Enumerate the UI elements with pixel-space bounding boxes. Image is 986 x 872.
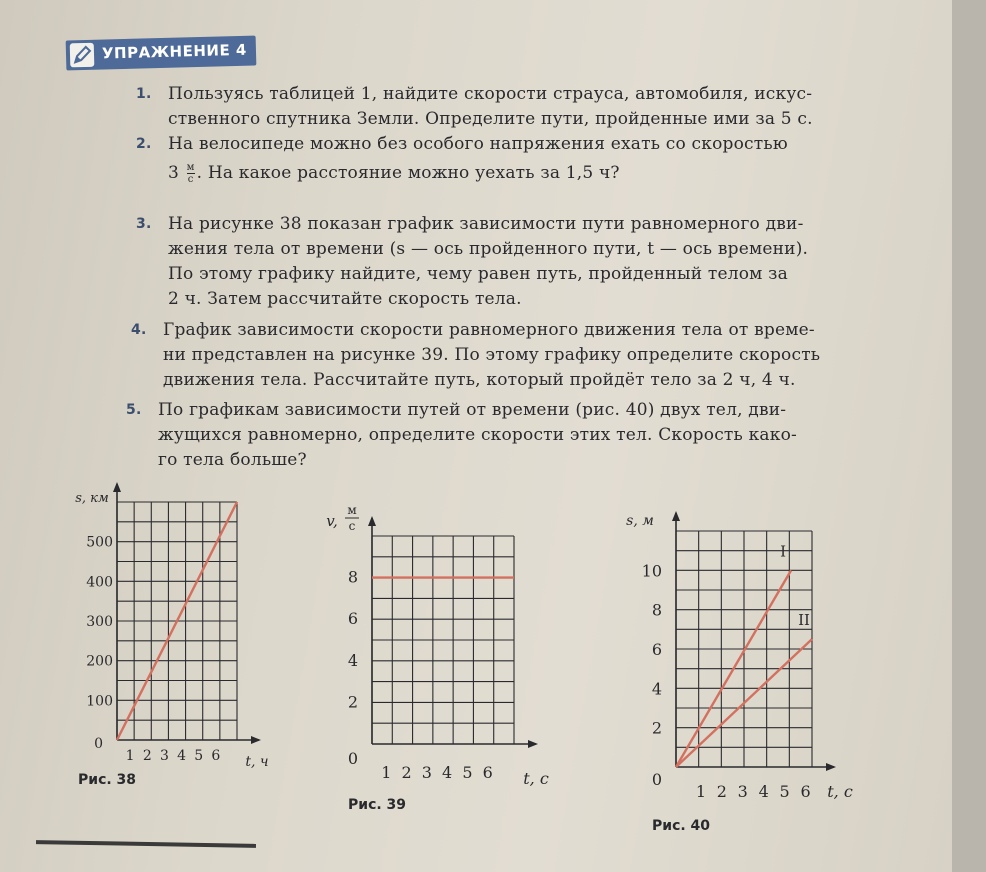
exercise-4 [131, 318, 821, 393]
y-tick-label: 2 [651, 718, 662, 738]
fraction-bottom: с [187, 174, 194, 185]
y-tick-label: 10 [641, 561, 662, 581]
exercise-line: По этому графику найдите, чему равен путь, пройденный телом за [168, 264, 788, 284]
origin-label: 0 [347, 749, 358, 768]
x-tick-label: 1 [125, 748, 135, 764]
figure-39-chart [310, 500, 580, 810]
y-tick-label: 8 [347, 567, 358, 587]
figure-38-chart [60, 490, 290, 800]
y-tick-label: 500 [86, 534, 113, 551]
x-tick-label: 3 [737, 782, 748, 801]
y-tick-label: 400 [86, 574, 113, 591]
exercise-line: Пользуясь таблицей 1, найдите скорости страуса, автомобиля, искус- [168, 84, 813, 104]
exercise-line: ни представлен на рисунке 39. По этому графику определите скорость [163, 345, 821, 365]
exercise-2 [136, 132, 788, 186]
exercise-line: го тела больше? [158, 450, 307, 470]
x-tick-label: 2 [716, 782, 727, 801]
exercise-line [168, 161, 788, 186]
exercise-line: движения тела. Рассчитайте путь, который пройдёт тело за 2 ч, 4 ч. [163, 370, 796, 390]
x-axis-arrow [826, 763, 836, 771]
exercise-5 [126, 398, 797, 473]
x-axis-arrow [251, 736, 261, 744]
y-axis-unit-bottom: с [348, 519, 356, 533]
series-label: II [798, 611, 810, 630]
x-tick-label: 3 [159, 748, 169, 764]
y-tick-label: 6 [347, 609, 358, 629]
y-tick-label: 6 [651, 640, 662, 659]
figure-38-caption: Рис. 38 [78, 772, 137, 788]
x-axis-label: t, с [827, 782, 853, 801]
y-axis-label: s, м [626, 513, 654, 529]
x-tick-label: 5 [462, 763, 473, 782]
y-tick-label: 2 [347, 692, 358, 712]
exercise-number: 5. [126, 402, 142, 418]
exercise-line: жущихся равномерно, определите скорости этих тел. Скорость како- [158, 425, 797, 445]
figure-39-caption: Рис. 39 [348, 797, 407, 813]
exercise-line: На рисунке 38 показан график зависимости пути равномерного дви- [168, 214, 804, 234]
exercise-1 [136, 82, 813, 132]
next-page-edge [952, 0, 986, 872]
figure-40-caption: Рис. 40 [652, 818, 711, 834]
y-tick-label: 8 [651, 600, 662, 620]
origin-label: 0 [651, 770, 662, 789]
y-axis-label-symbol: v, [326, 512, 338, 530]
x-tick-label: 4 [442, 763, 453, 782]
exercise-line: ственного спутника Земли. Определите пути, пройденные ими за 5 с. [168, 109, 813, 129]
speed-value: 3 [168, 163, 180, 183]
origin-label: 0 [94, 736, 103, 752]
y-tick-label: 4 [651, 679, 662, 699]
unit-fraction [187, 162, 195, 185]
x-tick-label: 6 [800, 782, 811, 801]
exercise-line: 2 ч. Затем рассчитайте скорость тела. [168, 289, 522, 309]
x-tick-label: 4 [177, 748, 187, 764]
x-tick-label: 5 [194, 748, 204, 764]
y-axis-unit-top: м [347, 503, 357, 517]
exercise-header [66, 36, 257, 71]
exercise-number: 3. [136, 216, 152, 232]
x-tick-label: 2 [142, 748, 152, 764]
x-axis-arrow [528, 740, 538, 748]
y-tick-label: 100 [86, 693, 113, 710]
exercise-line: По графикам зависимости путей от времени (рис. 40) двух тел, дви- [158, 400, 787, 420]
y-axis-arrow [672, 511, 680, 521]
x-axis-label: t, с [523, 769, 549, 788]
x-tick-label: 4 [758, 782, 769, 801]
exercise-line: На велосипеде можно без особого напряжения ехать со скоростью [168, 134, 788, 154]
x-tick-label: 5 [779, 782, 790, 801]
y-axis-arrow [368, 516, 376, 526]
figure-40-chart [600, 505, 880, 815]
exercise-line: График зависимости скорости равномерного движения тела от време- [163, 320, 815, 340]
exercise-number: 4. [131, 322, 147, 338]
series-label: I [780, 542, 787, 561]
x-tick-label: 6 [482, 763, 493, 782]
exercise-number: 1. [136, 86, 152, 102]
exercise-line: жения тела от времени (s — ось пройденного пути, t — ось времени). [168, 239, 809, 259]
fraction-top: м [186, 162, 195, 173]
exercise-title: УПРАЖНЕНИЕ 4 [101, 40, 248, 63]
grid [372, 536, 514, 744]
y-axis-label: s, км [75, 491, 109, 506]
x-tick-label: 1 [381, 763, 392, 782]
exercise-number: 2. [136, 136, 152, 152]
y-tick-label: 200 [86, 653, 113, 670]
x-axis-label: t, ч [245, 754, 269, 770]
x-tick-label: 3 [421, 763, 432, 782]
exercise-line-rest: . На какое расстояние можно уехать за 1,5 ч? [196, 163, 620, 183]
y-tick-label: 300 [86, 614, 113, 630]
x-tick-label: 1 [695, 782, 707, 801]
pencil-icon [70, 43, 95, 68]
exercise-3 [136, 212, 809, 312]
x-tick-label: 6 [211, 748, 221, 764]
y-tick-label: 4 [347, 650, 358, 670]
x-tick-label: 2 [401, 763, 412, 782]
